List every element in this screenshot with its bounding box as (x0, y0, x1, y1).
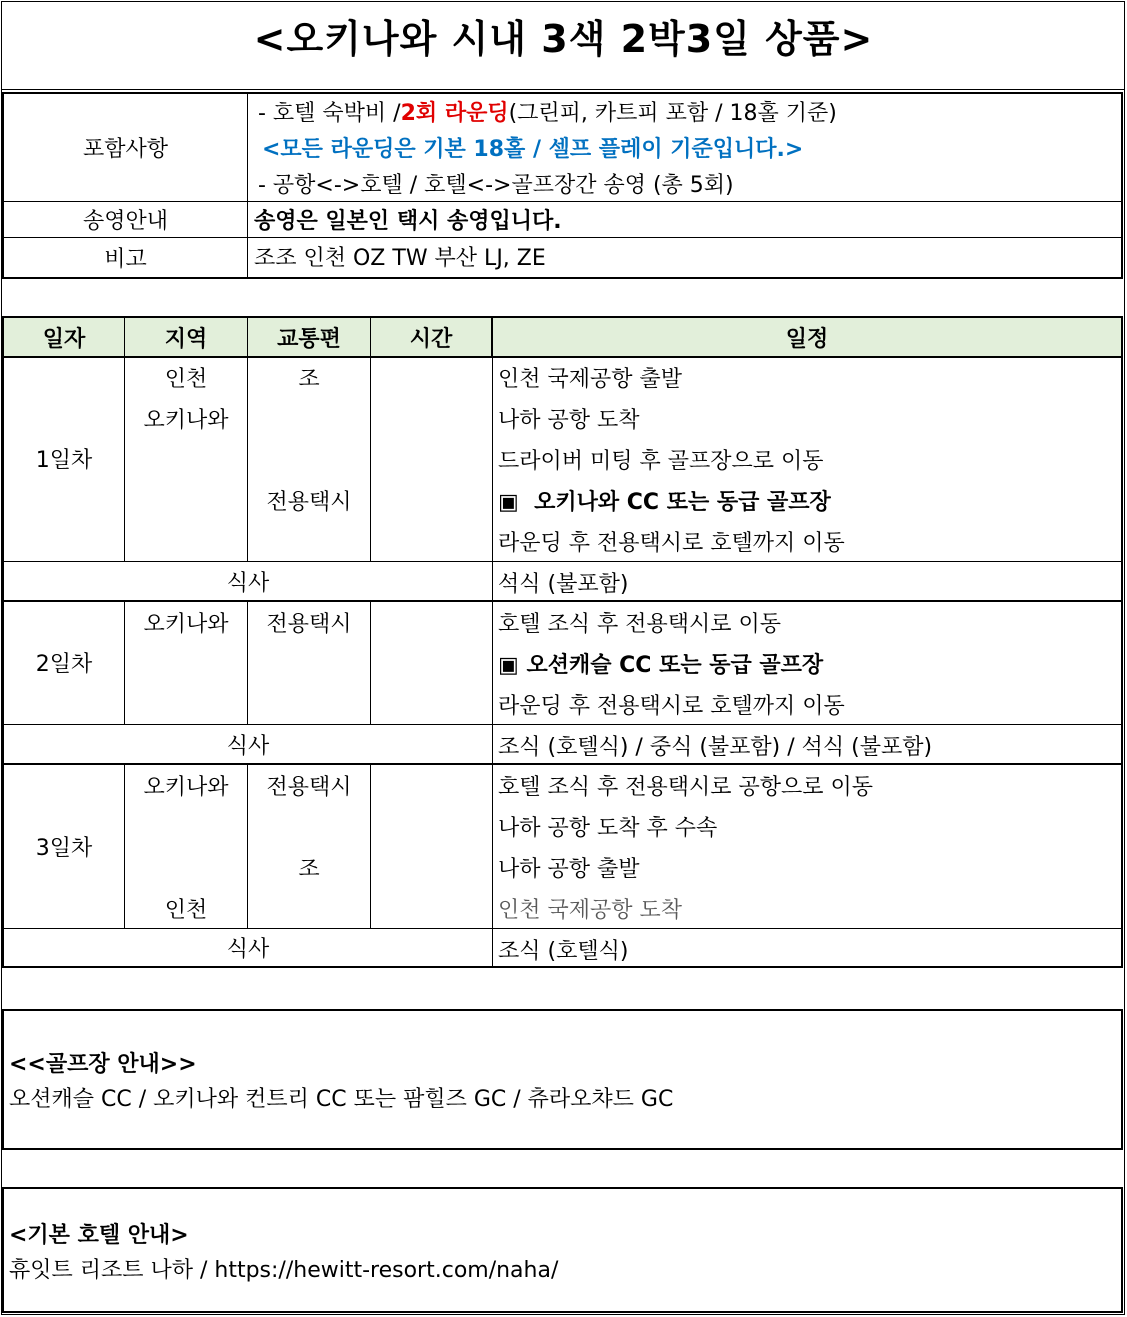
day3-meal-label: 식사 (226, 937, 270, 962)
day1-meal: 석식 (불포함) (498, 571, 629, 597)
day1-item: 드라이버 미팅 후 골프장으로 이동 (498, 448, 824, 474)
day2-label: 2일차 (35, 651, 93, 677)
page-title: <오키나와 시내 3색 2박3일 상품> (253, 17, 874, 61)
note-label: 비고 (104, 247, 147, 272)
day2-item: 라운딩 후 전용택시로 호텔까지 이동 (498, 693, 845, 719)
header-region: 지역 (164, 326, 208, 352)
hotel-text: 휴잇트 리조트 나하 / https://hewitt-resort.com/naha/ (9, 1257, 559, 1283)
day2-transport: 전용택시 (266, 611, 352, 637)
day3-item: 인천 국제공항 도착 (498, 897, 683, 923)
transfer-value: 송영은 일본인 택시 송영입니다. (254, 209, 562, 234)
day3-col-divider (370, 765, 371, 928)
day1-region: 오키나와 (143, 407, 229, 433)
day2-meal: 조식 (호텔식) / 중식 (불포함) / 석식 (불포함) (498, 734, 933, 760)
day3-region: 오키나와 (143, 774, 229, 800)
day1-col-divider (492, 358, 493, 600)
included-line1-suffix: (그린피, 카트피 포함 / 18홀 기준) (508, 100, 837, 126)
header-itinerary: 일정 (785, 326, 829, 352)
included-label: 포함사항 (82, 136, 168, 162)
day1-item: 나하 공항 도착 (498, 407, 640, 433)
day3-transport: 전용택시 (266, 774, 352, 800)
day3-item: 나하 공항 출발 (498, 856, 640, 882)
day2-meal-label: 식사 (226, 733, 270, 759)
day3-item: 호텔 조식 후 전용택시로 공항으로 이동 (498, 774, 873, 800)
day1-meal-label: 식사 (226, 570, 270, 596)
day3-item: 나하 공항 도착 후 수속 (498, 815, 718, 841)
day2-item: 호텔 조식 후 전용택시로 이동 (498, 611, 781, 637)
day1-transport: 조 (298, 366, 320, 392)
day3-label: 3일차 (35, 835, 93, 861)
day1-label: 1일차 (35, 447, 93, 473)
header-transport: 교통편 (277, 326, 341, 352)
day1-golf-item: ▣ 오키나와 CC 또는 동급 골프장 (498, 489, 831, 515)
day2-col-divider (492, 602, 493, 763)
hotel-heading: <기본 호텔 안내> (9, 1222, 189, 1248)
transfer-label: 송영안내 (82, 209, 168, 234)
info-col-divider (247, 93, 248, 278)
day3-transport: 조 (298, 856, 320, 882)
day2-col-divider (370, 602, 371, 724)
day3-meal: 조식 (호텔식) (498, 938, 629, 964)
day3-col-divider (492, 765, 493, 967)
golf-heading: <<골프장 안내>> (9, 1051, 197, 1077)
included-line1-rounds: 2회 라운딩 (400, 100, 509, 126)
included-line1-prefix: - 호텔 숙박비 / (258, 100, 401, 126)
included-line-1 (258, 94, 837, 128)
day2-golf-item: ▣ 오션캐슬 CC 또는 동급 골프장 (498, 652, 824, 678)
day1-item: 인천 국제공항 출발 (498, 366, 683, 392)
note-value: 조조 인천 OZ TW 부산 LJ, ZE (254, 246, 546, 271)
included-line-3: - 공항<->호텔 / 호텔<->골프장간 송영 (총 5회) (258, 172, 734, 198)
day1-region: 인천 (164, 366, 208, 392)
title-divider (2, 89, 1125, 90)
day2-region: 오키나와 (143, 611, 229, 637)
header-day: 일자 (42, 326, 86, 352)
golf-list: 오션캐슬 CC / 오키나와 컨트리 CC 또는 팜힐즈 GC / 츄라오챠드 GC (9, 1086, 674, 1112)
day3-region: 인천 (164, 897, 208, 923)
included-line-2: <모든 라운딩은 기본 18홀 / 셀프 플레이 기준입니다.> (262, 136, 804, 162)
day1-item: 라운딩 후 전용택시로 호텔까지 이동 (498, 530, 845, 556)
header-time: 시간 (409, 326, 453, 352)
day1-transport: 전용택시 (266, 489, 352, 515)
day1-col-divider (370, 358, 371, 561)
